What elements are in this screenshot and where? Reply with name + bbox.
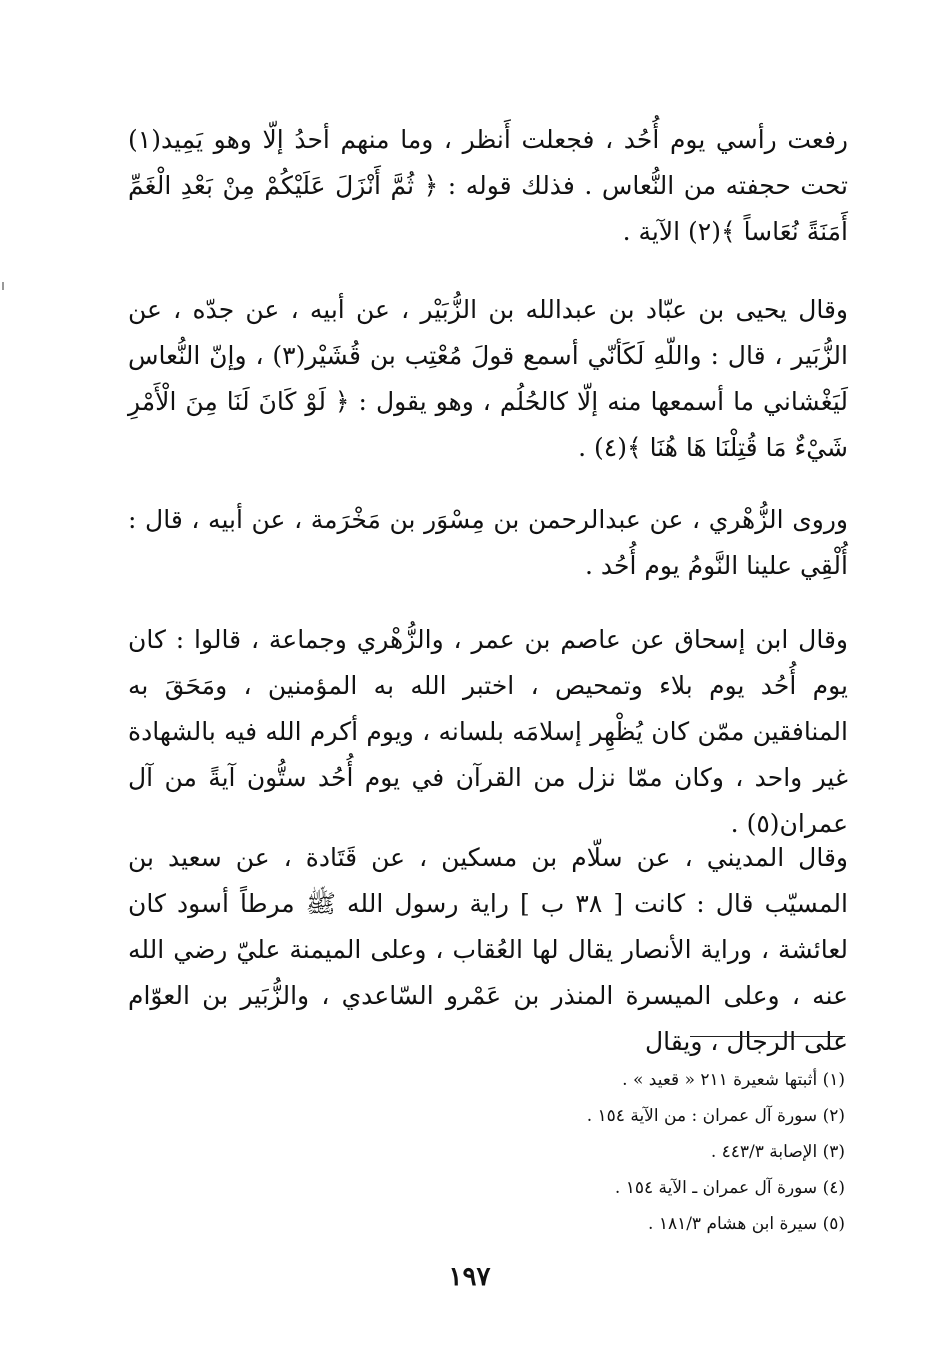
paragraph-text: وروى الزُّهْري ، عن عبدالرحمن بن مِسْوَر بن مَخْرَمة ، عن أبيه ، قال : أُلْقِي علينا النَّومُ يوم أُحُد . <box>128 505 848 580</box>
paragraph-3 <box>128 497 848 589</box>
paragraph-4 <box>128 617 848 847</box>
paragraph-2 <box>128 287 848 471</box>
paragraph-text: وقال المديني ، عن سلّام بن مسكين ، عن قَتَادة ، عن سعيد بن المسيّب قال : كانت [ ٣٨ ب ] راية رسول الله ﷺ مرطاً أسود كان لعائشة ، وراية الأنصار يقال لها العُقاب ، وعلى الميمنة عليّ رضي الله عنه ، وعلى الميسرة المنذر بن عَمْرو السّاعدي ، والزُّبَير بن العوّام على الرجال ، ويقال <box>128 843 848 1056</box>
scan-margin-mark <box>2 282 4 290</box>
page-number: ١٩٧ <box>448 1262 491 1292</box>
footnote-divider <box>690 1036 845 1037</box>
paragraph-text: رفعت رأسي يوم أُحُد ، فجعلت أَنظر ، وما منهم أحدُ إلّا وهو يَمِيد(١) تحت حجفته من النُّعاس . فذلك قوله : ﴿ ثُمَّ أَنْزَلَ عَلَيْكُمْ مِنْ بَعْدِ الْغَمِّ أَمَنَةً نُعَاساً ﴾(٢) الآية . <box>128 125 848 246</box>
footnote-5: (٥) سيرة ابن هشام ١٨١/٣ . <box>648 1214 845 1234</box>
footnote-4: (٤) سورة آل عمران ـ الآية ١٥٤ . <box>614 1178 845 1198</box>
footnote-2: (٢) سورة آل عمران : من الآية ١٥٤ . <box>586 1106 845 1126</box>
footnote-3: (٣) الإصابة ٤٤٣/٣ . <box>710 1142 845 1162</box>
paragraph-1 <box>128 117 848 255</box>
paragraph-5 <box>128 835 848 1065</box>
paragraph-text: وقال ابن إسحاق عن عاصم بن عمر ، والزُّهْري وجماعة ، قالوا : كان يوم أُحُد يوم بلاء وتمحيص ، اختبر الله به المؤمنين ، ومَحَقَ به المنافقين ممّن كان يُظْهِر إسلامَه بلسانه ، ويوم أكرم الله فيه بالشهادة غير واحد ، وكان ممّا نزل من القرآن في يوم أُحُد ستُّون آيةً من آل عمران(٥) . <box>128 625 848 838</box>
footnotes <box>300 1062 845 1242</box>
paragraph-text: وقال يحيى بن عبّاد بن عبدالله بن الزُّبَيْر ، عن أبيه ، عن جدّه ، عن الزُّبَير ، قال : واللّهِ لَكَأنّي أسمع قولَ مُعْتِب بن قُشَيْر(٣) ، وإنّ النُّعاس لَيَغْشاني ما أسمعها منه إلّا كالحُلُم ، وهو يقول : ﴿ لَوْ كَانَ لَنَا مِنَ الْأَمْرِ شَيْءٌ مَا قُتِلْنَا هَا هُنَا ﴾(٤) . <box>128 295 848 462</box>
footnote-1: (١) أثبتها شعيرة ٢١١ « قعيد » . <box>622 1070 845 1090</box>
